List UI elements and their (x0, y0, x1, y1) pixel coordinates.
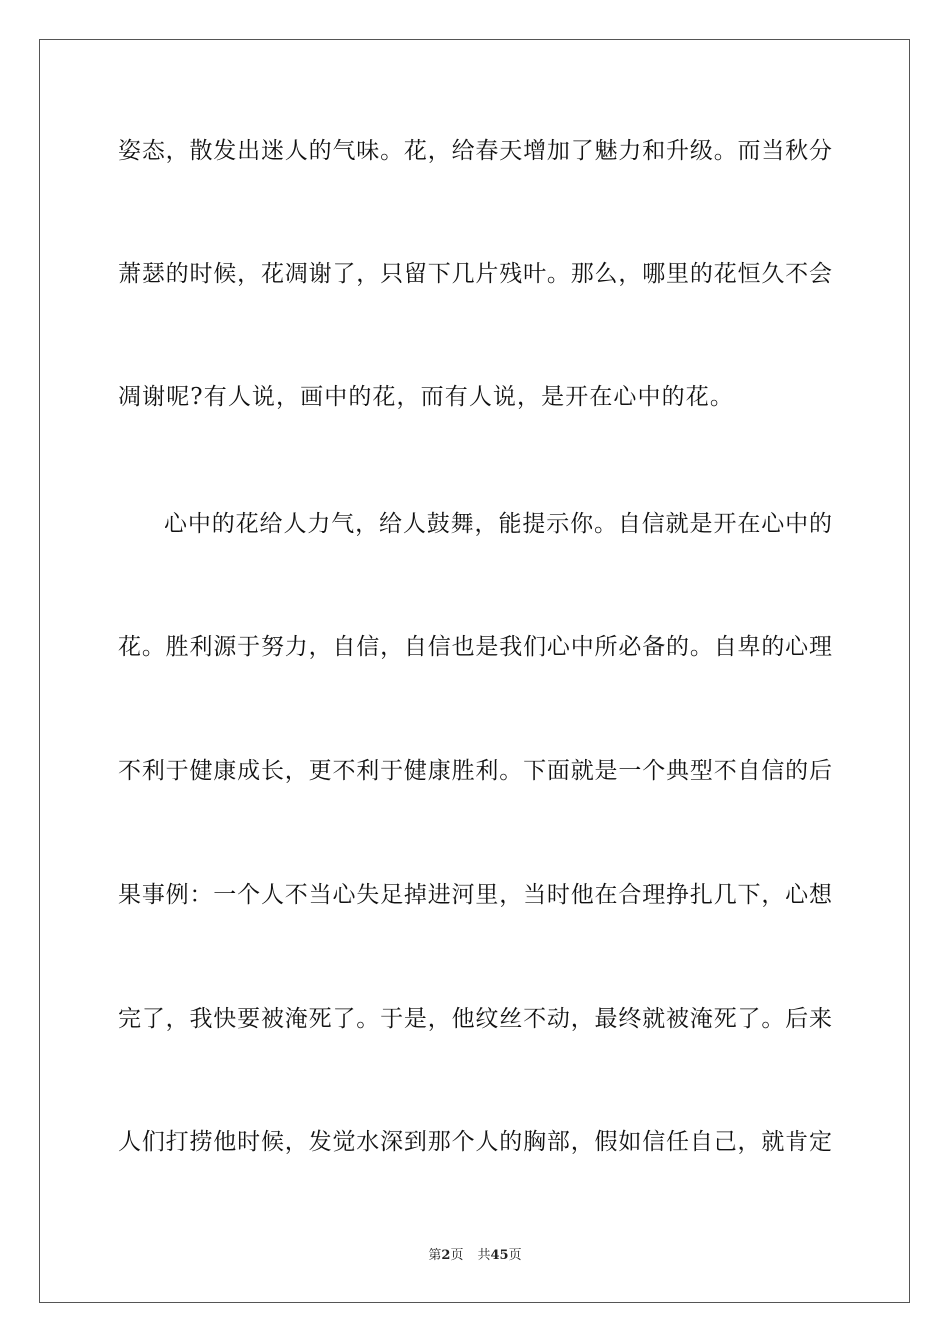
text-line: 不利于健康成长，更不利于健康胜利。下面就是一个典型不自信的后 (118, 758, 832, 784)
text-line: 萧瑟的时候，花凋谢了，只留下几片残叶。那么，哪里的花恒久不会 (118, 261, 832, 287)
page-border (39, 39, 910, 1303)
text-line: 凋谢呢?有人说，画中的花，而有人说，是开在心中的花。 (118, 384, 734, 410)
page-number: 2 (441, 1248, 451, 1263)
text-line: 人们打捞他时候，发觉水深到那个人的胸部，假如信任自己，就肯定 (118, 1129, 832, 1155)
text-line: 姿态，散发出迷人的气味。花，给春天增加了魅力和升级。而当秋分 (118, 138, 832, 164)
total-pages: 45 (490, 1248, 509, 1263)
text-line: 花。胜利源于努力，自信，自信也是我们心中所必备的。自卑的心理 (118, 634, 832, 660)
total-suffix: 页 (508, 1248, 522, 1263)
total-prefix: 共 (477, 1248, 491, 1263)
page-prefix: 第 (428, 1248, 442, 1263)
page-footer (0, 1247, 950, 1265)
page-suffix: 页 (450, 1248, 464, 1263)
text-line: 完了，我快要被淹死了。于是，他纹丝不动，最终就被淹死了。后来 (118, 1006, 832, 1032)
text-line: 果事例：一个人不当心失足掉进河里，当时他在合理挣扎几下，心想 (118, 882, 832, 908)
paragraph-first-line: 心中的花给人力气，给人鼓舞，能提示你。自信就是开在心中的 (164, 511, 832, 537)
